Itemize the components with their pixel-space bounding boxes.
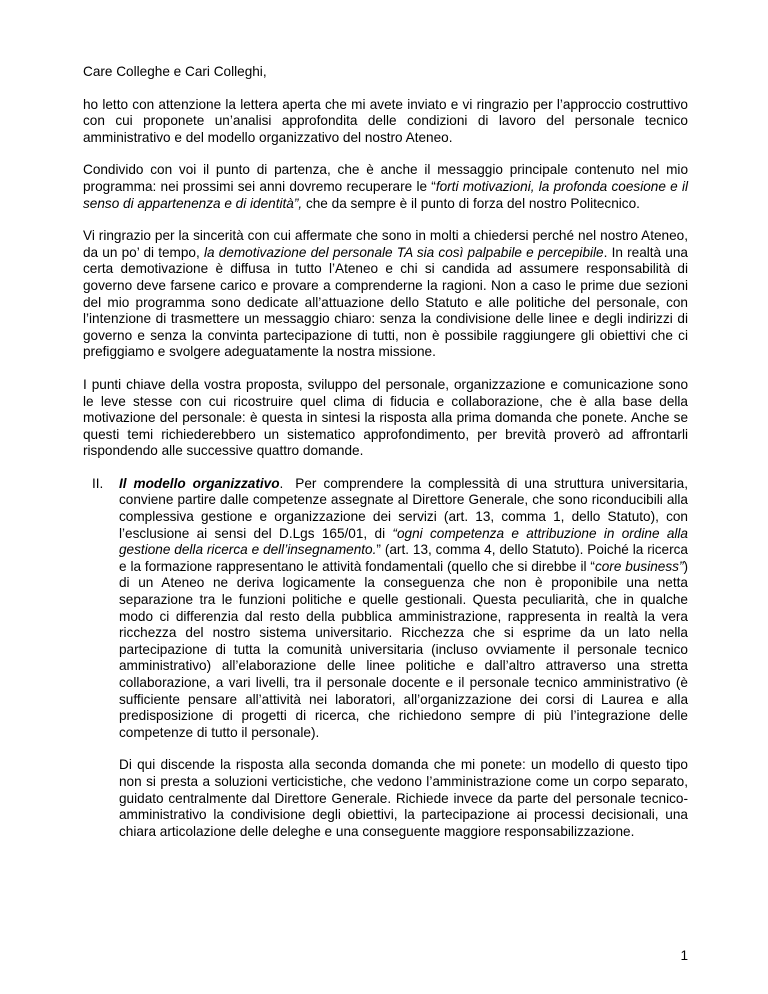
- paragraph-4: I punti chiave della vostra proposta, sviluppo del personale, organizzazione e comunicazione sono le leve stesse con cui ricostruire quel clima di fiducia e collaborazione, che è alla base della motivazione del personale: è questa in sintesi la risposta alla prima domanda che ponete. Anche se questi temi richiederebbero un sistematico approfondimento, per brevità proverò ad affrontarli rispondendo alle successive quattro domande.: [83, 376, 688, 459]
- section-text-e: ) di un Ateneo ne deriva logicamente la conseguenza che non è proponibile una netta separazione tra le funzioni politiche e quelle gestionali. Questa peculiarità, che in qualche modo ci differenzia dal resto della pubblica amministrazione, rappresenta in realtà la vera ricchezza del nostro sistema universitario. Ricchezza che si esprime da un lato nella partecipazione di tutta la comunità universitaria (incluso ovviamente il personale tecnico amministrativo) all’elaborazione delle linee politiche e dall’altro attraverso una stretta collaborazione, a vari livelli, tra il personale docente e il personale tecnico amministrativo (è sufficiente pensare all’attività nei laboratori, all’organizzazione dei corsi di Laurea e alla predisposizione di progetti di ricerca, che richiedono sempre di più l’integrazione delle competenze di tutto il personale).: [119, 558, 689, 740]
- section-title-end: .: [279, 475, 284, 491]
- paragraph-3: [83, 228, 688, 361]
- page-number: 1: [680, 948, 688, 963]
- section-quote-d: core business”: [594, 558, 684, 574]
- section-paragraph-2: Di qui discende la risposta alla seconda domanda che mi ponete: un modello di questo tipo non si presta a soluzioni verticistiche, che vedono l’amministrazione come un corpo separato, guidato centralmente dal Direttore Generale. Richiede invece da parte del personale tecnico-amministrativo la condivisione degli obiettivi, la partecipazione ai processi decisionali, una chiara articolazione delle deleghe e una conseguente maggiore responsabilizzazione.: [119, 757, 688, 839]
- letter-body: [83, 64, 688, 856]
- paragraph-2-text: Condivido con voi il punto di partenza, che è anche il messaggio principale contenuto nel mio programma: nei prossimi sei anni dovremo recuperare le “: [83, 162, 688, 194]
- paragraph-2-quote: forti motivazioni, la profonda coesione e il senso di appartenenza e di identità”,: [83, 178, 688, 211]
- paragraph-3-text-end: . In realtà una certa demotivazione è diffusa in tutto l’Ateneo e chi si candida ad assumere responsabilità di governo deve farsene carico e provare a comprenderne la ragioni. Non a caso le prime due sezioni del mio programma sono dedicate all’attuazione dello Statuto e alle politiche del personale, con l’intenzione di trasmettere un messaggio chiaro: senza la condivisione delle linee e degli indirizzi di governo e senza la convinta partecipazione di tutti, non è possibile raggiungere gli obiettivi che ci prefiggiamo e svolgere adeguatamente la nostra missione.: [83, 244, 688, 360]
- section-ii: [83, 476, 688, 840]
- paragraph-2: [83, 162, 688, 212]
- section-paragraph-1: [119, 476, 688, 742]
- section-text-c: ” (art. 13, comma 4, dello Statuto). Poiché la ricerca e la formazione rappresentano le attività fondamentali (quello che si direbbe il “: [119, 542, 688, 574]
- section-quote-b: “ogni competenza e attribuzione in ordine alla gestione della ricerca e dell’insegnamento.: [119, 525, 688, 558]
- paragraph-3-quote: la demotivazione del personale TA sia così palpabile e percepibile: [203, 244, 604, 260]
- salutation: Care Colleghe e Cari Colleghi,: [83, 64, 267, 79]
- paragraph-1: ho letto con attenzione la lettera aperta che mi avete inviato e vi ringrazio per l’approccio costruttivo con cui proponete un’analisi approfondita delle condizioni di lavoro del personale tecnico amministrativo e del modello organizzativo del nostro Ateneo.: [83, 96, 688, 145]
- section-title: Il modello organizzativo: [119, 475, 280, 491]
- paragraph-2-text-end: che da sempre è il punto di forza del nostro Politecnico.: [302, 195, 640, 211]
- section-number: II.: [92, 475, 104, 491]
- paragraph-3-text: Vi ringrazio per la sincerità con cui affermate che sono in molti a chiedersi perché nel nostro Ateneo, da un po’ di tempo,: [83, 228, 688, 260]
- section-text-a: Per comprendere la complessità di una struttura universitaria, conviene partire dalle competenze assegnate al Direttore Generale, che sono riconducibili alla complessiva gestione e organizzazione dei servizi (art. 13, comma 1, dello Statuto), con l’esclusione ai sensi del D.Lgs 165/01, di: [119, 475, 689, 541]
